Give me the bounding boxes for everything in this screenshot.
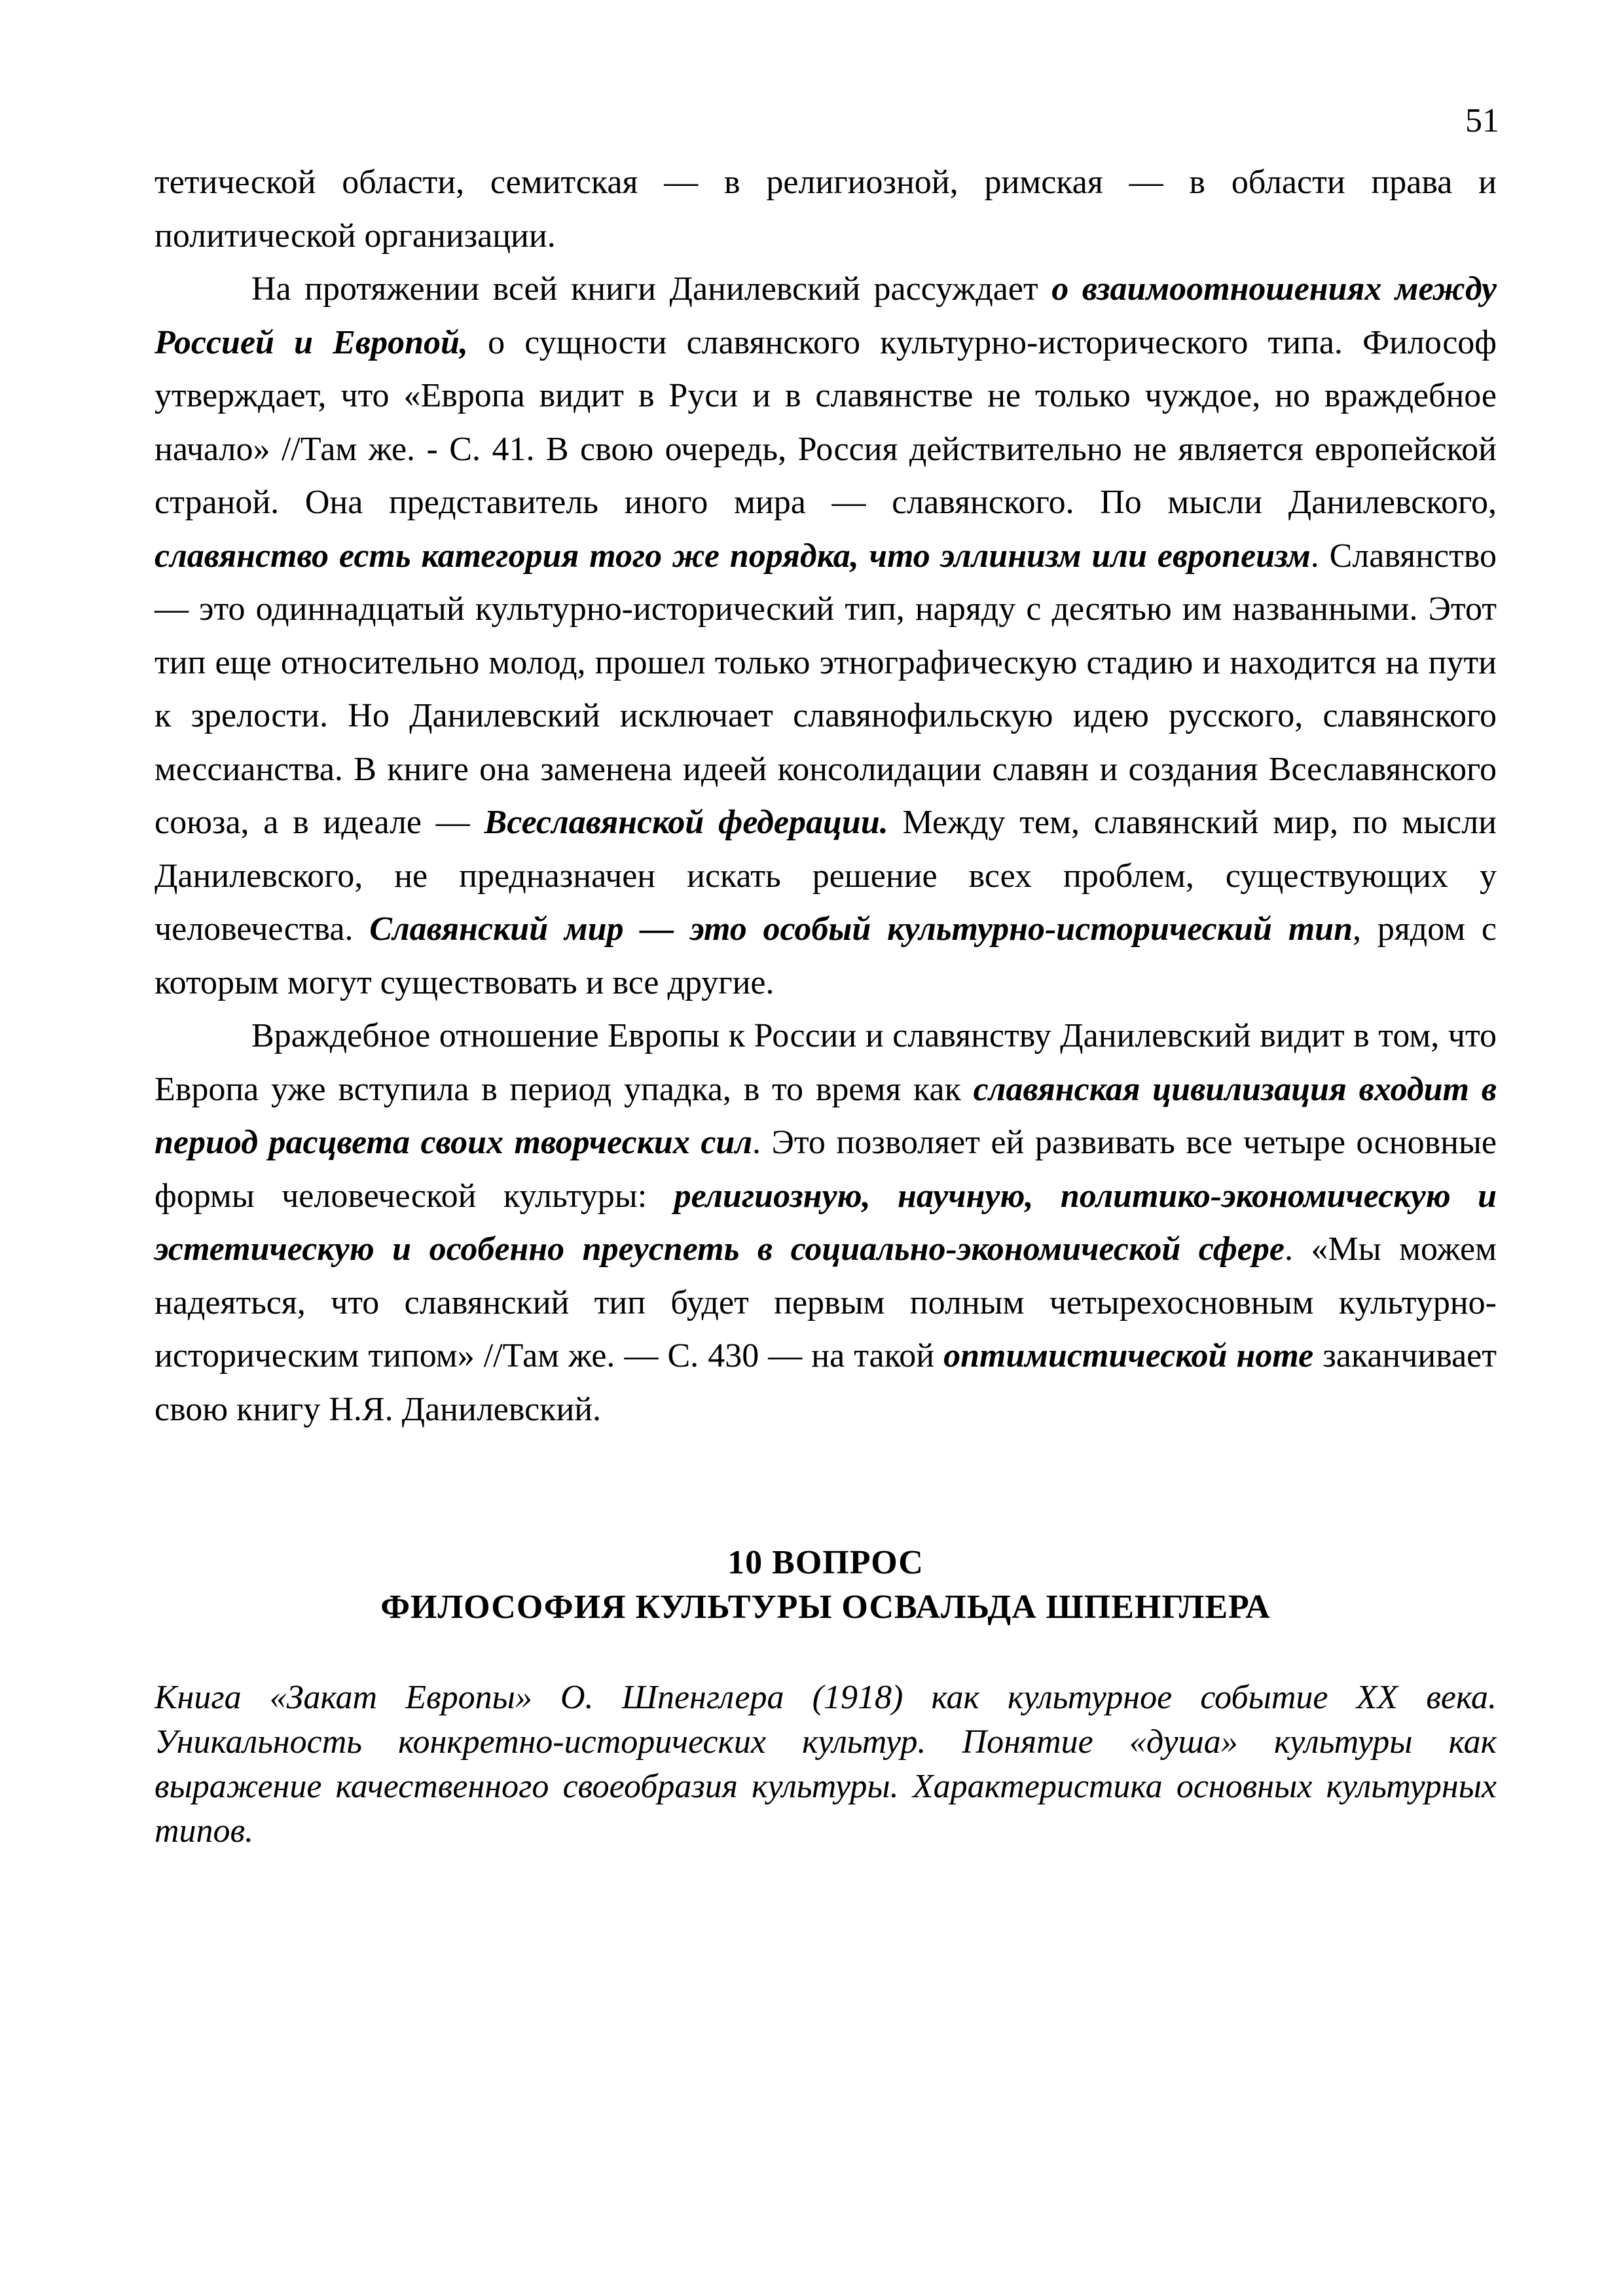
emphasis-text: Славянский мир — это особый культурно-исторический тип bbox=[369, 910, 1353, 948]
paragraph-text: . Это позволяет ей развивать все четыре основные формы человеческой культуры: bbox=[155, 1124, 1497, 1215]
section-heading bbox=[155, 1541, 1497, 1630]
paragraph-text: Враждебное отношение Европы к России и славянству Данилевский видит в том, что Европа уже вступила в период упадка, в то время как bbox=[155, 1017, 1497, 1108]
page-number: 51 bbox=[1465, 102, 1499, 139]
paragraph-text: На протяжении всей книги Данилевский рассуждает bbox=[251, 270, 1052, 308]
paragraph-text: тетической области, семитская — в религиозной, римская — в области права и политической организации. bbox=[155, 164, 1497, 255]
paragraph-text: , рядом с которым могут существовать и все другие. bbox=[155, 910, 1497, 1001]
paragraph bbox=[155, 262, 1497, 1009]
paragraph-text: заканчивает свою книгу Н.Я. Данилевский. bbox=[155, 1337, 1497, 1428]
paragraph-text: Между тем, славянский мир, по мысли Данилевского, не предназначен искать решение всех проблем, существующих у человечества. bbox=[155, 804, 1497, 948]
emphasis-text: Всеславянской федерации. bbox=[484, 804, 888, 841]
section-abstract: Книга «Закат Европы» О. Шпенглера (1918) как культурное событие XX века. Уникальность конкретно-исторических культур. Понятие «душа» культуры как выражение качественного своеобразия культуры. Характеристика основных культурных типов. bbox=[155, 1679, 1497, 1850]
emphasis-text: религиозную, научную, политико-экономическую и эстетическую и особенно преуспеть в социально-экономической сфере bbox=[155, 1177, 1497, 1268]
paragraph bbox=[155, 1009, 1497, 1436]
main-text bbox=[155, 156, 1497, 1854]
emphasis-text: о взаимоотношениях между Россией и Европой, bbox=[155, 270, 1497, 361]
emphasis-text: оптимистической ноте bbox=[943, 1337, 1314, 1374]
paragraph-text: . Славянство — это одиннадцатый культурно-исторический тип, наряду с десятью им названными. Этот тип еще относительно молод, прошел только этнографическую стадию и находится на пути к зрелости. Но Данилевский исключает славянофильскую идею русского, славянского мессианства. В книге она заменена идеей консолидации славян и создания Всеславянского союза, а в идеале — bbox=[155, 537, 1497, 841]
paragraph-text: о сущности славянского культурно-исторического типа. Философ утверждает, что «Европа видит в Руси и в славянстве не только чуждое, но враждебное начало» //Там же. - С. 41. В свою очередь, Россия действительно не является европейской страной. Она представитель иного мира — славянского. По мысли Данилевского, bbox=[155, 323, 1497, 521]
emphasis-text: славянство есть категория того же порядка, что эллинизм или европеизм bbox=[155, 537, 1311, 575]
body-paragraphs bbox=[155, 156, 1497, 1436]
emphasis-text: славянская цивилизация входит в период расцвета своих творческих сил bbox=[155, 1070, 1497, 1161]
heading-title: ФИЛОСОФИЯ КУЛЬТУРЫ ОСВАЛЬДА ШПЕНГЛЕРА bbox=[380, 1588, 1271, 1626]
paragraph bbox=[155, 156, 1497, 262]
paragraph-text: . «Мы можем надеяться, что славянский тип будет первым полным четырехосновным культурно-историческим типом» //Там же. — С. 430 — на такой bbox=[155, 1230, 1497, 1374]
heading-question-number: 10 ВОПРОС bbox=[727, 1544, 924, 1581]
